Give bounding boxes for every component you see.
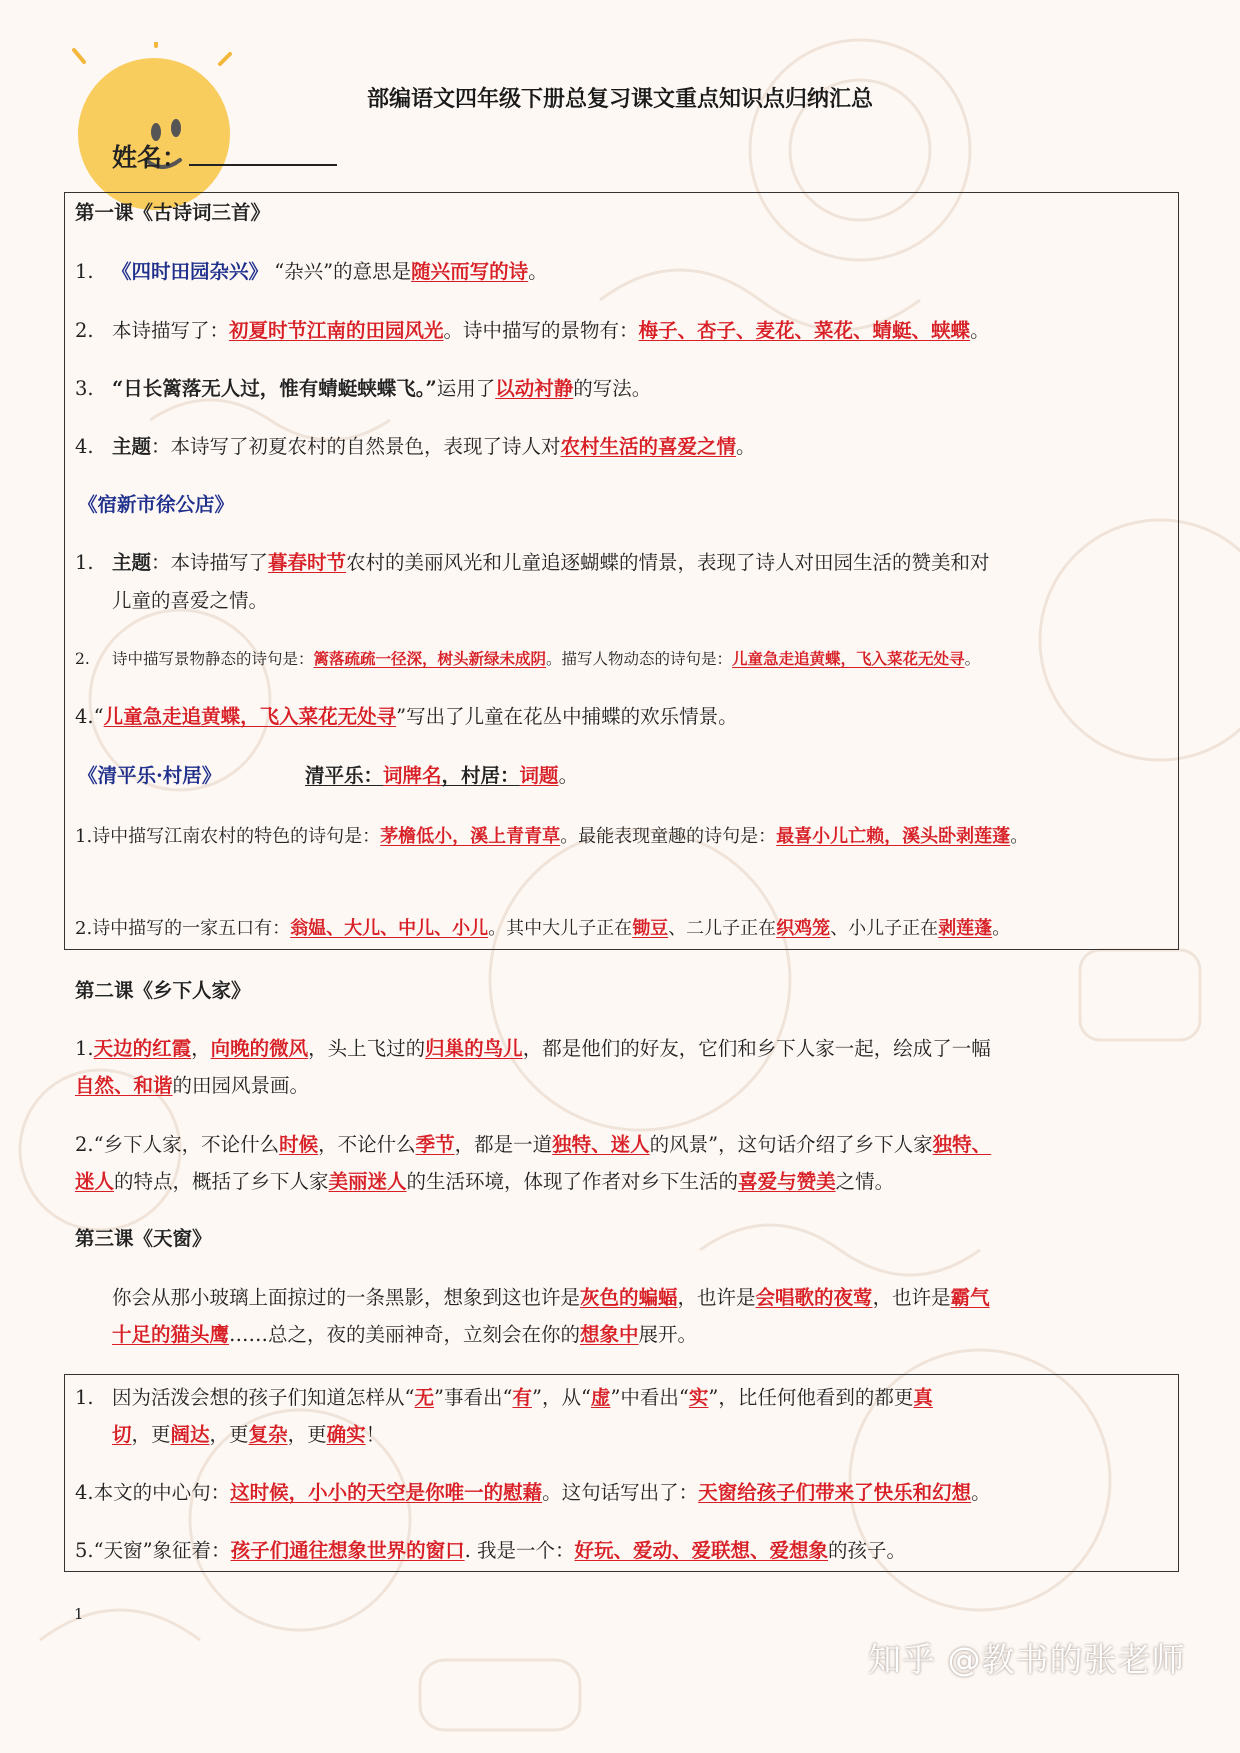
lesson3-paragraph-cont: 十足的猫头鹰……总之，夜的美丽神奇，立刻会在你的想象中展开。 <box>112 1323 698 1346</box>
lesson3-item-1: 1. 因为活泼会想的孩子们知道怎样从“无”事看出“有”，从“虚”中看出“实”，比任何他看到的都更真 <box>75 1386 933 1409</box>
poem3-item-1: 1.诗中描写江南农村的特色的诗句是：茅檐低小，溪上青青草。最能表现童趣的诗句是：最喜小儿亡赖，溪头卧剥莲蓬。 <box>75 826 1029 847</box>
page-number: 1 <box>74 1605 84 1623</box>
lesson2-heading: 第二课《乡下人家》 <box>75 979 251 1002</box>
lesson2-item-1-cont: 自然、和谐的田园风景画。 <box>75 1074 310 1097</box>
lesson1-item-2: 2. 本诗描写了：初夏时节江南的田园风光。诗中描写的景物有：梅子、杏子、麦花、菜花、蜻蜓、蛱蝶。 <box>75 319 990 342</box>
lesson3-item-4: 4.本文的中心句：这时候，小小的天空是你唯一的慰藉。这句话写出了：天窗给孩子们带来了快乐和幻想。 <box>75 1481 991 1504</box>
lesson1-item-1: 1. 《四时田园杂兴》 “杂兴”的意思是随兴而写的诗。 <box>75 260 548 283</box>
poem3-item-2: 2.诗中描写的一家五口有：翁媪、大儿、中儿、小儿。其中大儿子正在锄豆、二儿子正在织鸡笼、小儿子正在剥莲蓬。 <box>75 918 1011 939</box>
name-blank-line[interactable] <box>189 142 337 166</box>
name-label: 姓名： <box>112 143 188 172</box>
lesson3-heading: 第三课《天窗》 <box>75 1227 212 1250</box>
lesson3-item-5: 5.“天窗”象征着：孩子们通往想象世界的窗口. 我是一个：好玩、爱动、爱联想、爱想象的孩子。 <box>75 1539 907 1562</box>
poem2-title: 《宿新市徐公店》 <box>78 493 235 516</box>
lesson3-paragraph: 你会从那小玻璃上面掠过的一条黑影，想象到这也许是灰色的蝙蝠，也许是会唱歌的夜莺，也许是霸气 <box>112 1286 990 1309</box>
poem2-item-2: 2. 诗中描写景物静态的诗句是：篱落疏疏一径深，树头新绿未成阴。描写人物动态的诗句是：儿童急走追黄蝶，飞入菜花无处寻。 <box>75 649 981 668</box>
lesson1-item-4: 4. 主题：本诗写了初夏农村的自然景色，表现了诗人对农村生活的喜爱之情。 <box>75 435 756 458</box>
poem2-item-1-cont: 儿童的喜爱之情。 <box>112 589 269 612</box>
lesson3-item-1-cont: 切，更阔达，更复杂，更确实！ <box>112 1423 386 1446</box>
zhihu-watermark: 知乎 @教书的张老师 <box>868 1640 1186 1679</box>
poem2-item-1: 1. 主题：本诗描写了暮春时节农村的美丽风光和儿童追逐蝴蝶的情景，表现了诗人对田园生活的赞美和对 <box>75 551 990 574</box>
poem3-note: 清平乐：词牌名，村居：词题。 <box>305 764 579 787</box>
poem2-item-4: 4.“儿童急走追黄蝶，飞入菜花无处寻”写出了儿童在花丛中捕蝶的欢乐情景。 <box>75 705 738 728</box>
poem3-title: 《清平乐·村居》 <box>78 764 222 787</box>
name-field[interactable] <box>112 138 337 174</box>
lesson2-item-2: 2.“乡下人家，不论什么时候，不论什么季节，都是一道独特、迷人的风景”，这句话介绍了乡下人家独特、 <box>75 1133 992 1156</box>
sun-smiley-decoration <box>44 42 244 212</box>
lesson2-item-2-cont: 迷人的特点，概括了乡下人家美丽迷人的生活环境，体现了作者对乡下生活的喜爱与赞美之情。 <box>75 1170 895 1193</box>
lesson2-item-1: 1.天边的红霞，向晚的微风，头上飞过的归巢的鸟儿，都是他们的好友，它们和乡下人家一起，绘成了一幅 <box>75 1037 991 1060</box>
document-title: 部编语文四年级下册总复习课文重点知识点归纳汇总 <box>366 86 873 112</box>
lesson1-item-3: 3. “日长篱落无人过，惟有蜻蜓蛱蝶飞。”运用了以动衬静的写法。 <box>75 377 652 400</box>
lesson1-heading: 第一课《古诗词三首》 <box>75 201 271 224</box>
